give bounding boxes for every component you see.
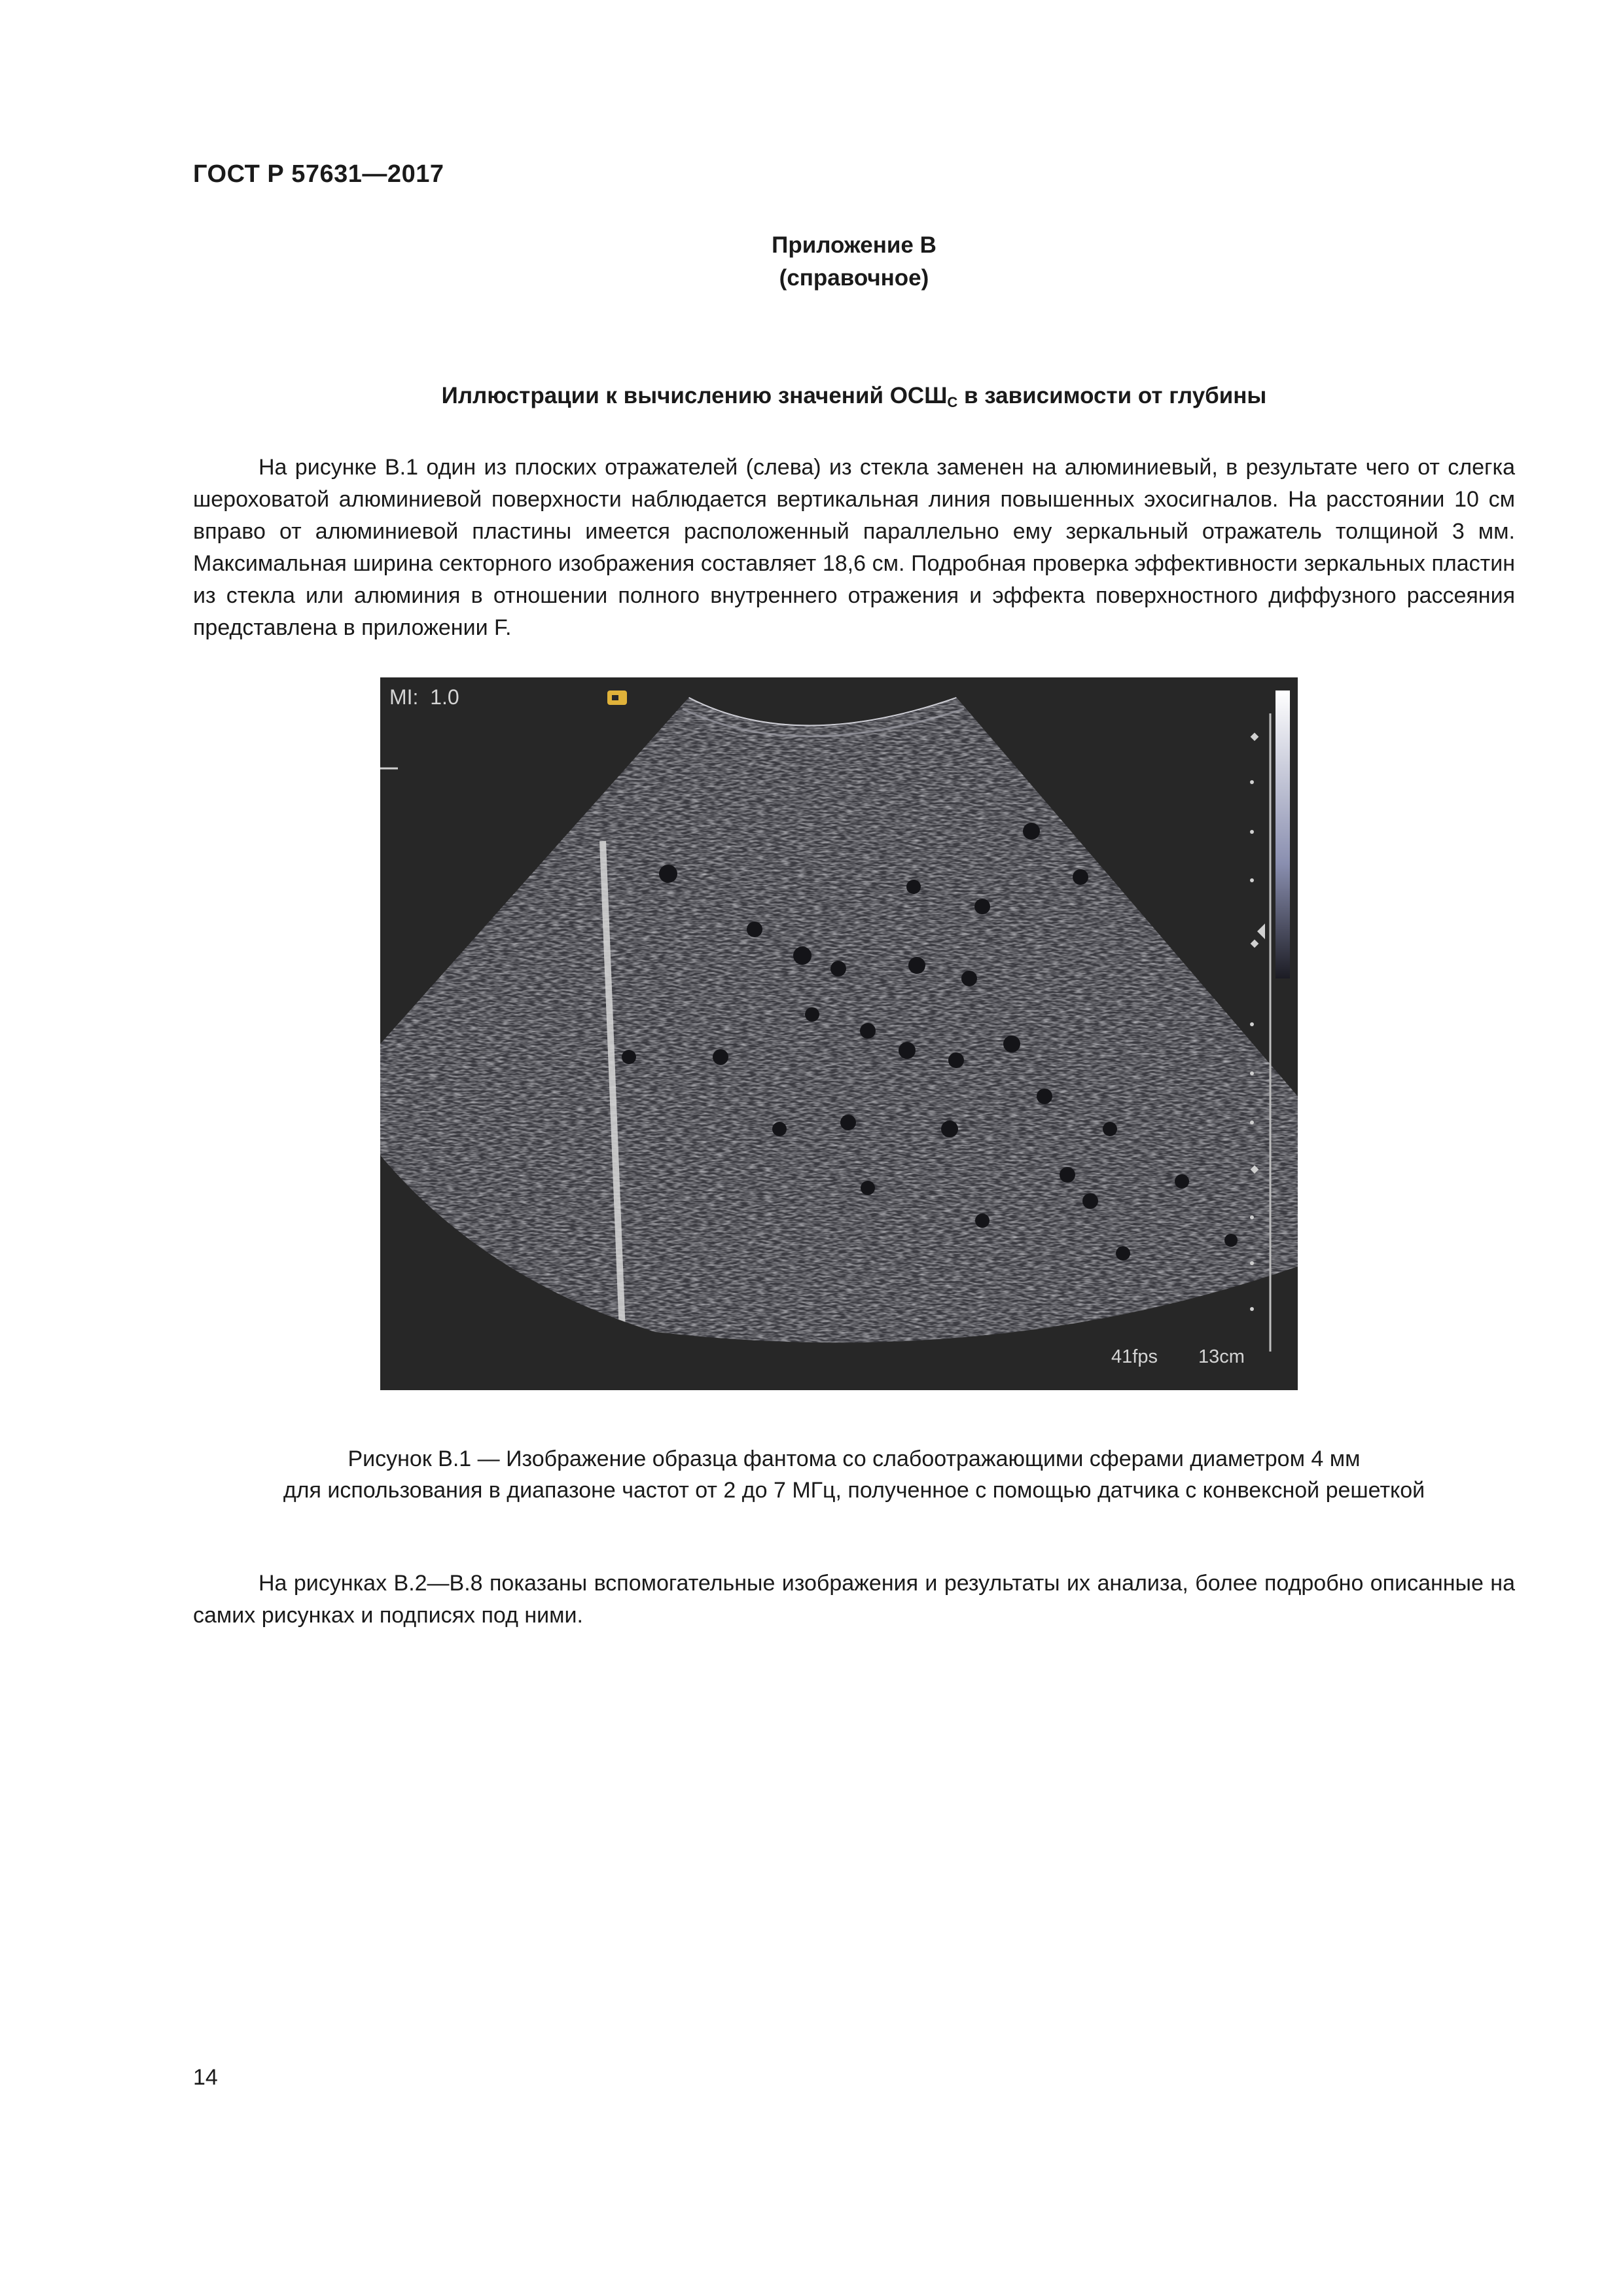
paragraph-2 (193, 1568, 1515, 1632)
section-heading (193, 383, 1515, 411)
focus-marker-icon (1257, 924, 1265, 939)
gray-scale-bar (1275, 691, 1290, 978)
fps-readout: 41fps (1111, 1346, 1158, 1367)
mi-value: 1.0 (430, 685, 459, 709)
page-number: 14 (193, 2065, 218, 2090)
mi-readout (389, 685, 459, 709)
paragraph-2-text: На рисунках В.2—В.8 показаны вспомогательные изображения и результаты их анализа, более подробно описанные на самих рисунках и подписях под ними. (193, 1571, 1515, 1628)
figure-caption (193, 1443, 1515, 1506)
ultrasound-image (380, 677, 1298, 1390)
heading-subscript: C (947, 394, 958, 410)
mi-label: MI: (389, 685, 419, 709)
appendix-type: (справочное) (779, 265, 929, 291)
ultrasound-sector (380, 677, 1298, 1390)
paragraph-1 (193, 452, 1515, 644)
appendix-title-block (0, 229, 1623, 295)
paragraph-1-text: На рисунке В.1 один из плоских отражателей (слева) из стекла заменен на алюминиевый, в результате чего от слегка шероховатой алюминиевой поверхности наблюдается вертикальная линия повышенных эхосигналов. На расстоянии 10 см вправо от алюминиевой пластины имеется расположенный параллельно ему зеркальный отражатель толщиной 3 мм. Максимальная ширина секторного изображения составляет 18,6 см. Подробная проверка эффективности зеркальных пластин из стекла или алюминия в отношении полного внутреннего отражения и эффекта поверхностного диффузного рассеяния представлена в приложении F. (193, 455, 1515, 640)
appendix-title: Приложение В (772, 232, 936, 258)
heading-tail: в зависимости от глубины (957, 383, 1267, 408)
ultrasound-figure (380, 677, 1298, 1390)
heading-text: Иллюстрации к вычислению значений ОСШ (441, 383, 948, 408)
caption-line-2: для использования в диапазоне частот от 2 до 7 МГц, полученное с помощью датчика с конвексной решеткой (283, 1478, 1425, 1503)
caption-line-1: Рисунок В.1 — Изображение образца фантома со слабоотражающими сферами диаметром 4 мм (348, 1446, 1361, 1471)
standard-code: ГОСТ Р 57631—2017 (193, 160, 444, 188)
depth-readout: 13cm (1198, 1346, 1245, 1367)
